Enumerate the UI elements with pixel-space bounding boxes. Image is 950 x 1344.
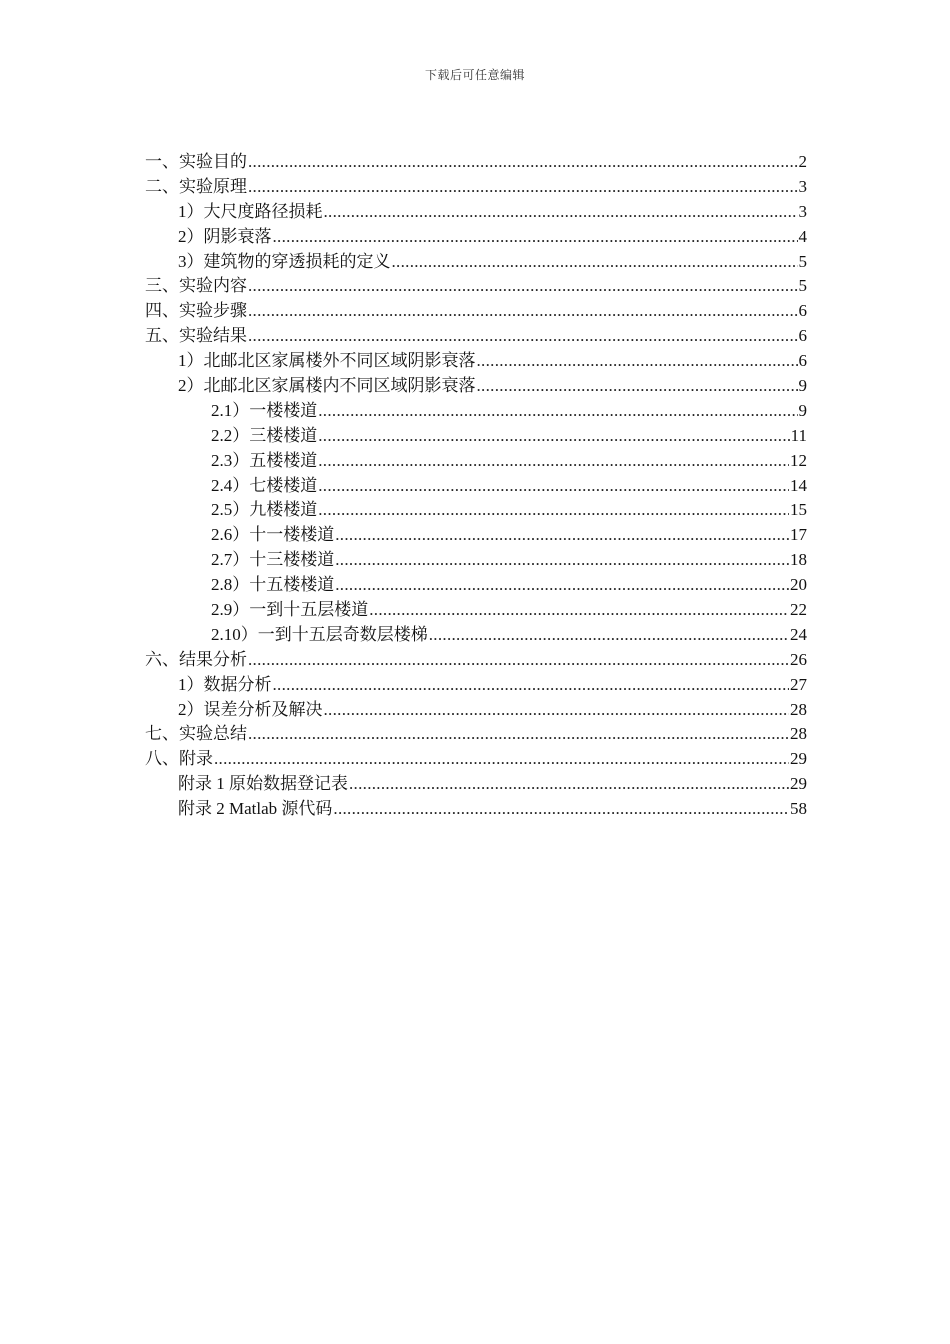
toc-dot-leader <box>248 722 789 747</box>
toc-entry-title: 2.5）九楼楼道 <box>211 500 318 520</box>
toc-dot-leader <box>335 548 789 573</box>
toc-entry[interactable] <box>145 548 807 573</box>
toc-entry-title: 3）建筑物的穿透损耗的定义 <box>178 251 391 271</box>
toc-entry[interactable] <box>145 474 807 499</box>
toc-dot-leader <box>335 573 789 598</box>
toc-page-number: 58 <box>790 799 807 819</box>
toc-entry-title: 2.2）三楼楼道 <box>211 425 318 445</box>
toc-dot-leader <box>392 250 798 275</box>
toc-entry[interactable] <box>145 449 807 474</box>
toc-entry[interactable] <box>145 324 807 349</box>
toc-page-number: 24 <box>790 624 807 644</box>
toc-page-number: 6 <box>798 351 807 371</box>
toc-page-number: 27 <box>790 674 807 694</box>
toc-entry-title: 2）误差分析及解决 <box>178 699 323 719</box>
toc-entry[interactable] <box>145 573 807 598</box>
toc-dot-leader <box>248 175 798 200</box>
toc-dot-leader <box>324 698 790 723</box>
toc-entry-title: 四、实验步骤 <box>145 301 247 321</box>
toc-page-number: 17 <box>790 525 807 545</box>
toc-entry[interactable] <box>145 772 807 797</box>
table-of-contents <box>145 150 807 822</box>
toc-entry[interactable] <box>145 424 807 449</box>
page-header: 下载后可任意编辑 <box>424 68 525 82</box>
toc-dot-leader <box>477 349 798 374</box>
toc-dot-leader <box>318 399 797 424</box>
toc-dot-leader <box>318 449 789 474</box>
toc-entry[interactable] <box>145 648 807 673</box>
toc-page-number: 5 <box>798 251 807 271</box>
toc-dot-leader <box>273 673 790 698</box>
toc-dot-leader <box>324 200 798 225</box>
toc-entry-title: 2.7）十三楼楼道 <box>211 550 335 570</box>
toc-entry[interactable] <box>145 150 807 175</box>
toc-entry[interactable] <box>145 747 807 772</box>
toc-page-number: 28 <box>790 699 807 719</box>
toc-page-number: 15 <box>790 500 807 520</box>
toc-dot-leader <box>273 225 798 250</box>
toc-page-number: 28 <box>790 724 807 744</box>
toc-entry-title: 三、实验内容 <box>145 276 247 296</box>
toc-page-number: 3 <box>798 201 807 221</box>
toc-dot-leader <box>349 772 789 797</box>
toc-page-number: 9 <box>798 400 807 420</box>
toc-entry-title: 2.10）一到十五层奇数层楼梯 <box>211 624 428 644</box>
toc-dot-leader <box>318 424 789 449</box>
toc-entry-title: 2.4）七楼楼道 <box>211 475 318 495</box>
toc-page-number: 29 <box>790 749 807 769</box>
toc-entry-title: 附录 2 Matlab 源代码 <box>178 799 333 819</box>
toc-dot-leader <box>248 150 798 175</box>
toc-dot-leader <box>248 324 798 349</box>
toc-entry-title: 2）阴影衰落 <box>178 226 272 246</box>
toc-entry-title: 一、实验目的 <box>145 152 247 171</box>
toc-entry[interactable] <box>145 274 807 299</box>
toc-dot-leader <box>318 474 789 499</box>
toc-page-number: 3 <box>798 176 807 196</box>
toc-entry-title: 2.3）五楼楼道 <box>211 450 318 470</box>
toc-entry[interactable] <box>145 349 807 374</box>
toc-entry-title: 六、结果分析 <box>145 649 247 669</box>
toc-entry-title: 2.1）一楼楼道 <box>211 400 318 420</box>
toc-entry-title: 1）北邮北区家属楼外不同区域阴影衰落 <box>178 351 476 371</box>
toc-entry[interactable] <box>145 399 807 424</box>
toc-entry[interactable] <box>145 200 807 225</box>
toc-dot-leader <box>477 374 798 399</box>
toc-entry-title: 七、实验总结 <box>145 724 247 744</box>
toc-entry[interactable] <box>145 498 807 523</box>
toc-page-number: 20 <box>790 575 807 595</box>
toc-entry[interactable] <box>145 299 807 324</box>
toc-dot-leader <box>369 598 789 623</box>
toc-dot-leader <box>248 299 798 324</box>
toc-entry[interactable] <box>145 523 807 548</box>
toc-entry[interactable] <box>145 623 807 648</box>
toc-page-number: 9 <box>798 376 807 396</box>
toc-dot-leader <box>248 648 789 673</box>
toc-entry[interactable] <box>145 374 807 399</box>
toc-dot-leader <box>318 498 789 523</box>
toc-page-number: 29 <box>790 774 807 794</box>
toc-entry-title: 1）大尺度路径损耗 <box>178 201 323 221</box>
toc-page-number: 6 <box>798 326 807 346</box>
toc-page-number: 12 <box>790 450 807 470</box>
toc-entry-title: 八、附录 <box>145 749 213 769</box>
toc-page-number: 26 <box>790 649 807 669</box>
toc-entry[interactable] <box>145 673 807 698</box>
toc-entry[interactable] <box>145 175 807 200</box>
toc-entry-title: 2.6）十一楼楼道 <box>211 525 335 545</box>
toc-entry[interactable] <box>145 797 807 822</box>
toc-entry[interactable] <box>145 722 807 747</box>
toc-page-number: 18 <box>790 550 807 570</box>
toc-dot-leader <box>333 797 789 822</box>
toc-entry-title: 2.9）一到十五层楼道 <box>211 600 369 620</box>
toc-page-number: 6 <box>798 301 807 321</box>
toc-entry-title: 2）北邮北区家属楼内不同区域阴影衰落 <box>178 376 476 396</box>
toc-dot-leader <box>429 623 789 648</box>
toc-page-number: 11 <box>790 425 807 445</box>
toc-dot-leader <box>335 523 789 548</box>
toc-entry[interactable] <box>145 250 807 275</box>
toc-entry[interactable] <box>145 698 807 723</box>
toc-entry-title: 2.8）十五楼楼道 <box>211 575 335 595</box>
toc-entry-title: 附录 1 原始数据登记表 <box>178 774 348 794</box>
toc-page-number: 4 <box>798 226 807 246</box>
toc-dot-leader <box>214 747 789 772</box>
toc-page-number: 22 <box>790 600 807 620</box>
toc-page-number: 5 <box>798 276 807 296</box>
toc-page-number: 14 <box>790 475 807 495</box>
toc-page-number: 2 <box>798 152 807 171</box>
toc-entry[interactable] <box>145 598 807 623</box>
toc-entry[interactable] <box>145 225 807 250</box>
toc-entry-title: 1）数据分析 <box>178 674 272 694</box>
toc-entry-title: 五、实验结果 <box>145 326 247 346</box>
toc-dot-leader <box>248 274 798 299</box>
toc-entry-title: 二、实验原理 <box>145 176 247 196</box>
